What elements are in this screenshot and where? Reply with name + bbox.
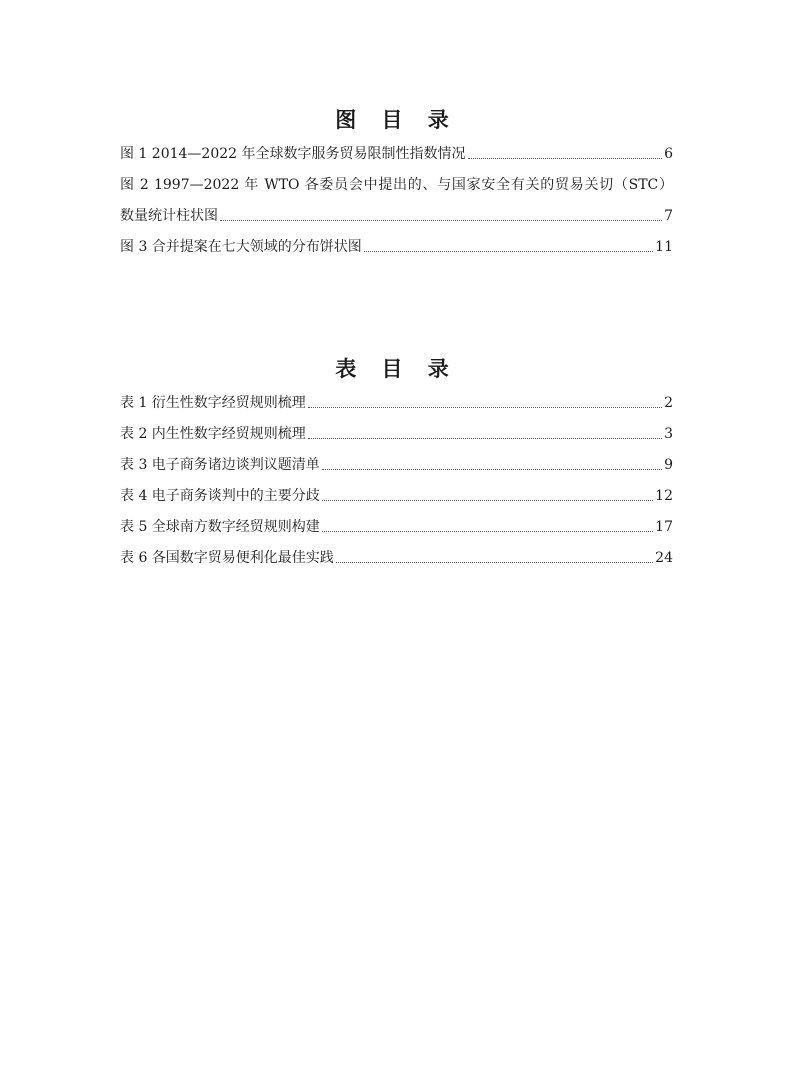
figure-list bbox=[120, 143, 673, 267]
toc-entry-page: 24 bbox=[655, 550, 673, 566]
toc-entry-label: 表 2 内生性数字经贸规则梳理 bbox=[120, 426, 306, 442]
toc-entry-table-6[interactable] bbox=[120, 547, 673, 569]
toc-entry-label: 图 2 1997—2022 年 WTO 各委员会中提出的、与国家安全有关的贸易关切（STC） bbox=[120, 177, 673, 193]
toc-entry-page: 6 bbox=[664, 146, 673, 162]
figure-list-title: 图 目 录 bbox=[335, 108, 458, 132]
dot-leader bbox=[322, 531, 653, 532]
dot-leader bbox=[364, 251, 653, 252]
dot-leader bbox=[336, 562, 653, 563]
dot-leader bbox=[308, 438, 662, 439]
dot-leader bbox=[468, 158, 663, 159]
toc-entry-label: 表 6 各国数字贸易便利化最佳实践 bbox=[120, 550, 334, 566]
toc-entry-label: 表 5 全球南方数字经贸规则构建 bbox=[120, 519, 320, 535]
toc-entry-figure-2[interactable] bbox=[120, 205, 673, 227]
toc-entry-page: 12 bbox=[655, 488, 673, 504]
toc-entry-page: 17 bbox=[655, 519, 673, 535]
toc-entry-label: 图 3 合并提案在七大领域的分布饼状图 bbox=[120, 239, 362, 255]
dot-leader bbox=[308, 407, 662, 408]
toc-entry-table-1[interactable] bbox=[120, 392, 673, 414]
toc-entry-table-4[interactable] bbox=[120, 485, 673, 507]
dot-leader bbox=[322, 469, 662, 470]
toc-entry-figure-1[interactable] bbox=[120, 143, 673, 165]
toc-entry-label: 表 4 电子商务谈判中的主要分歧 bbox=[120, 488, 320, 504]
toc-entry-page: 2 bbox=[664, 395, 673, 411]
toc-entry-figure-2-line1[interactable] bbox=[120, 174, 673, 196]
table-list-title: 表 目 录 bbox=[335, 357, 458, 381]
dot-leader bbox=[322, 500, 653, 501]
toc-entry-table-3[interactable] bbox=[120, 454, 673, 476]
toc-entry-figure-3[interactable] bbox=[120, 236, 673, 258]
toc-entry-table-5[interactable] bbox=[120, 516, 673, 538]
toc-entry-page: 11 bbox=[655, 239, 673, 255]
dot-leader bbox=[220, 220, 662, 221]
toc-entry-table-2[interactable] bbox=[120, 423, 673, 445]
toc-entry-page: 9 bbox=[664, 457, 673, 473]
toc-entry-page: 3 bbox=[664, 426, 673, 442]
toc-entry-label: 数量统计柱状图 bbox=[120, 208, 218, 224]
table-list bbox=[120, 392, 673, 578]
toc-entry-label: 图 1 2014—2022 年全球数字服务贸易限制性指数情况 bbox=[120, 146, 466, 162]
toc-entry-label: 表 3 电子商务诸边谈判议题清单 bbox=[120, 457, 320, 473]
toc-entry-page: 7 bbox=[664, 208, 673, 224]
toc-entry-label: 表 1 衍生性数字经贸规则梳理 bbox=[120, 395, 306, 411]
